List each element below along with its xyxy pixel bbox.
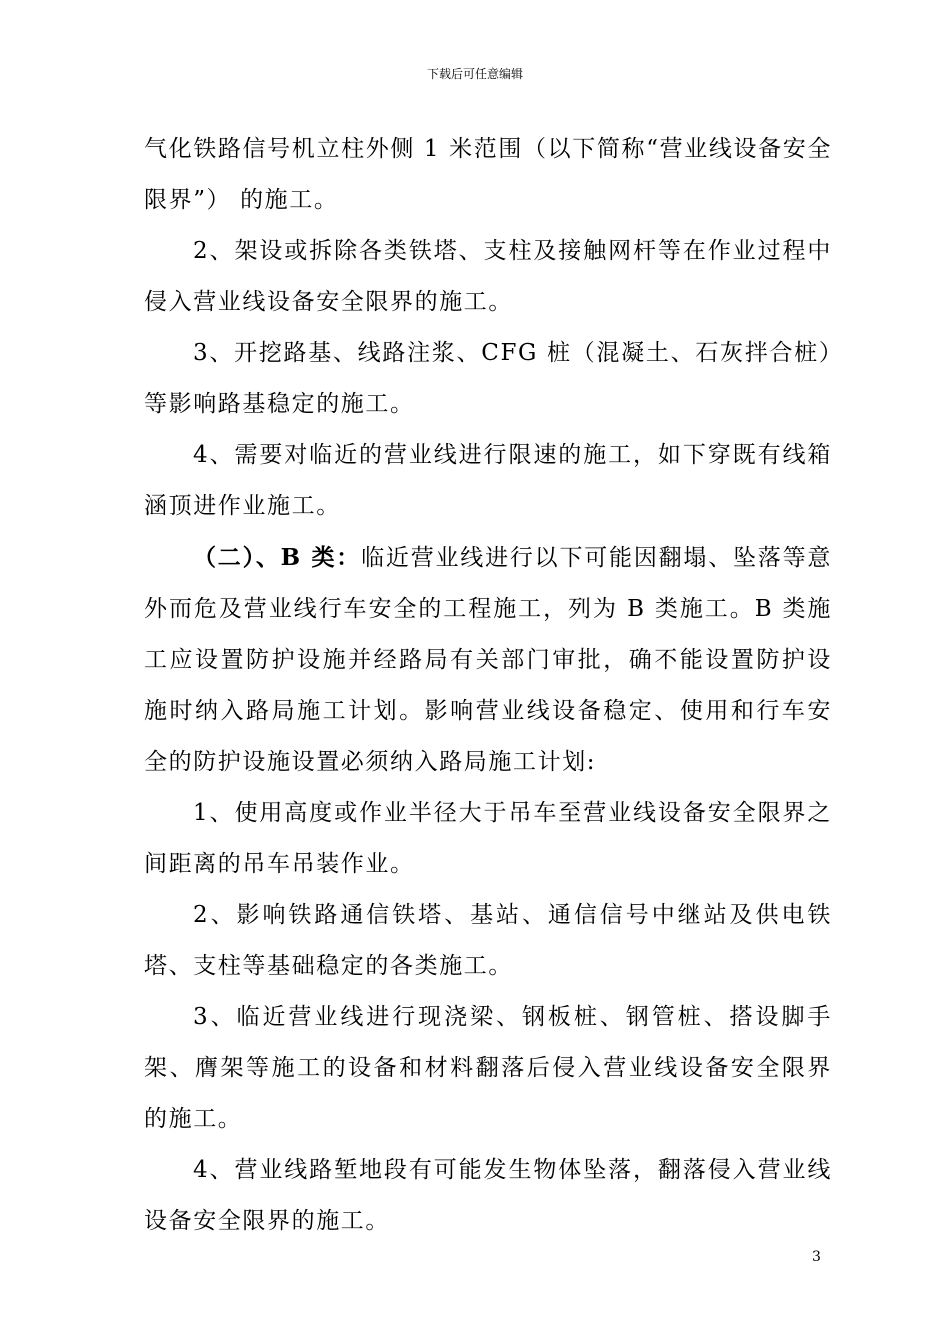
paragraph-b-item-1: 1、使用高度或作业半径大于吊车至营业线设备安全限界之间距离的吊车吊装作业。 [144,800,832,877]
page-number: 3 [812,1249,821,1265]
paragraph-b-item-2: 2、影响铁路通信铁塔、基站、通信信号中继站及供电铁塔、支柱等基础稳定的各类施工。 [144,902,832,979]
header-note: 下载后可任意编辑 [426,67,523,81]
document-body [144,124,832,1247]
paragraph-continuation: 气化铁路信号机立柱外侧 1 米范围（以下简称“营业线设备安全限界”） 的施工。 [144,136,832,213]
section-b-text: 临近营业线进行以下可能因翻塌、坠落等意外而危及营业线行车安全的工程施工，列为 B 类施工。B 类施工应设置防护设施并经路局有关部门审批，确不能设置防护设施时纳入路局施工计划。影响营业线设备稳定、使用和行车安全的防护设施设置必须纳入路局施工计划: [144,545,832,775]
paragraph-b-item-4: 4、营业线路堑地段有可能发生物体坠落，翻落侵入营业线设备安全限界的施工。 [144,1157,832,1234]
section-b-heading: （二）、B 类： [193,544,362,571]
paragraph-a-item-3: 3、开挖路基、线路注浆、CFG 桩（混凝土、石灰拌合桩）等影响路基稳定的施工。 [144,340,832,417]
paragraph-a-item-4: 4、需要对临近的营业线进行限速的施工，如下穿既有线箱涵顶进作业施工。 [144,442,832,519]
paragraph-a-item-2: 2、架设或拆除各类铁塔、支柱及接触网杆等在作业过程中侵入营业线设备安全限界的施工。 [144,238,832,315]
paragraph-b-item-3: 3、临近营业线进行现浇梁、钢板桩、钢管桩、搭设脚手架、膺架等施工的设备和材料翻落后侵入营业线设备安全限界的施工。 [144,1004,832,1132]
paragraph-section-b [144,532,832,788]
